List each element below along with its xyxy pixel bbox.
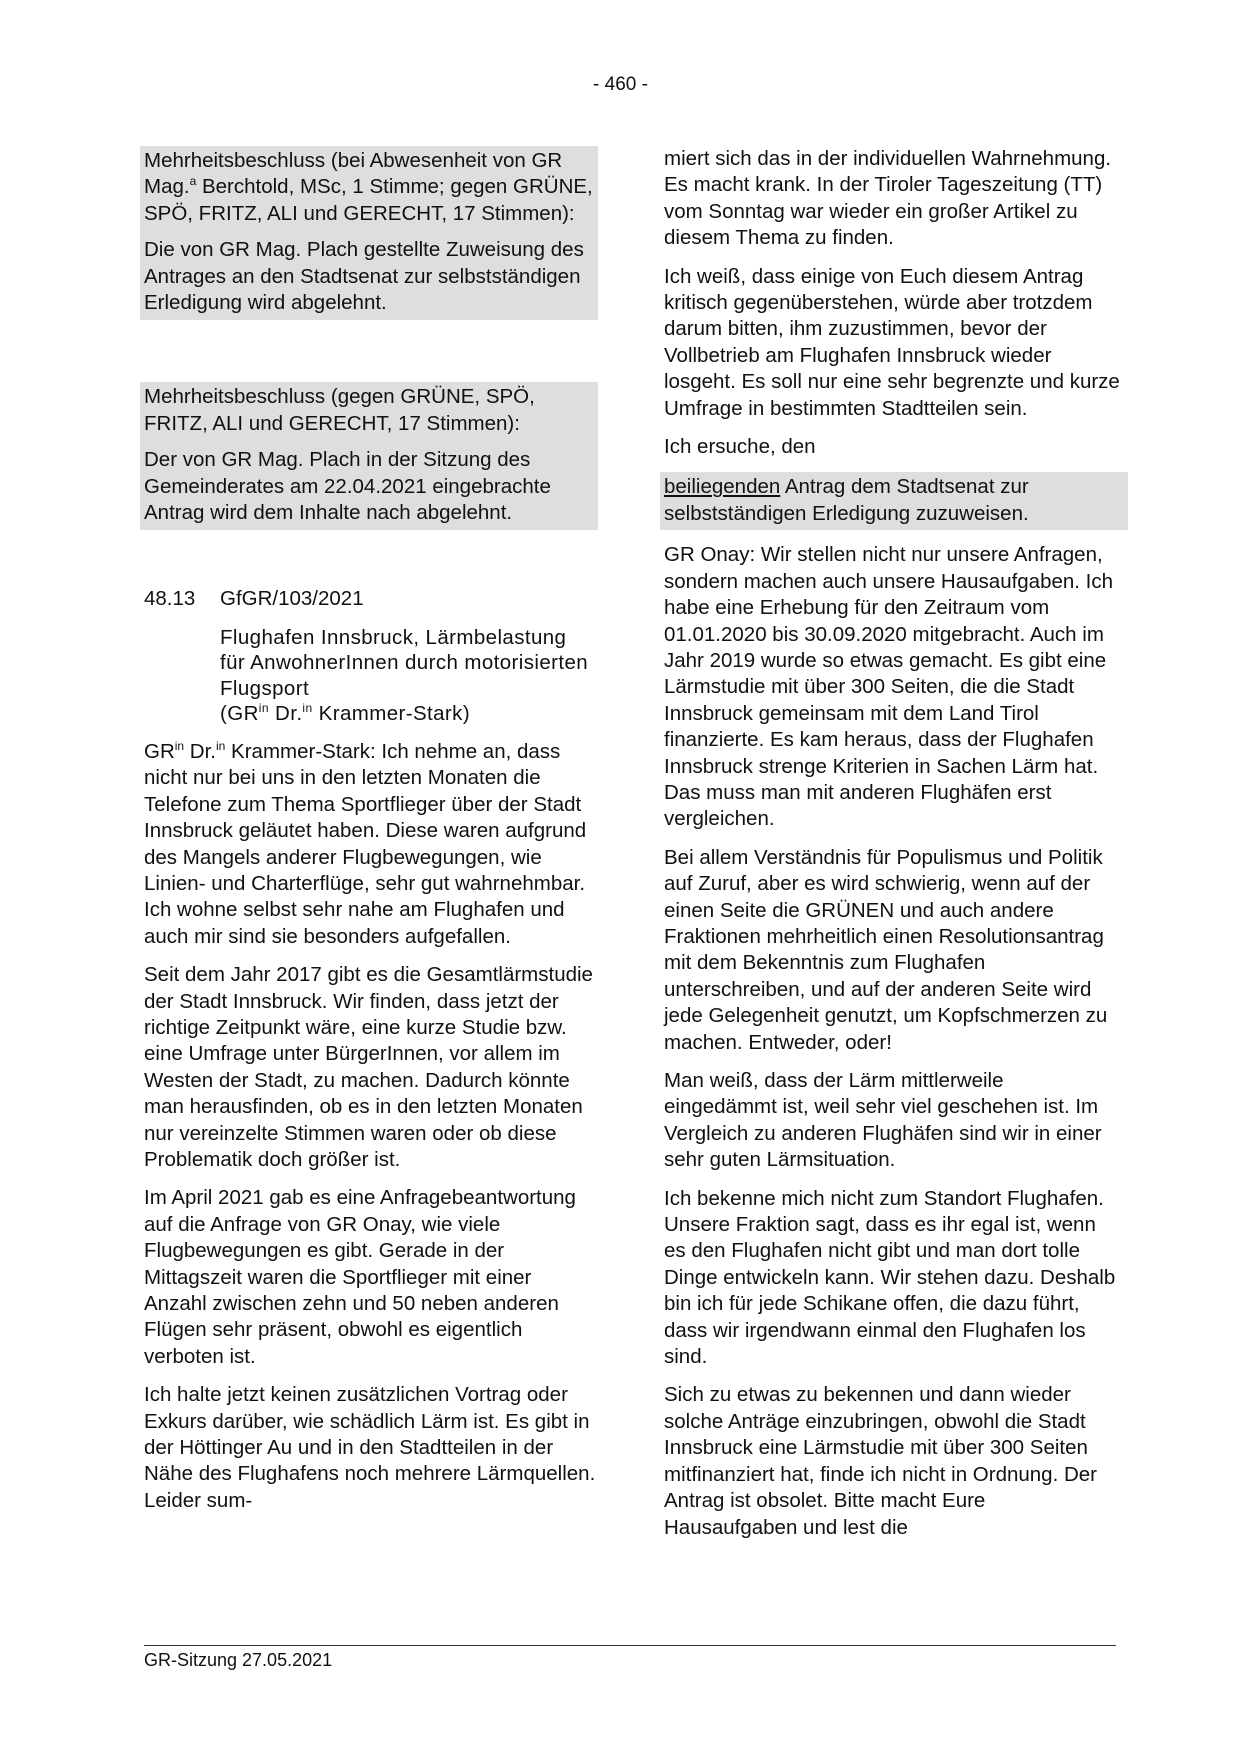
footer-divider [144, 1645, 1116, 1646]
paragraph: miert sich das in der individuellen Wahrnehmung. Es macht krank. In der Tiroler Tageszeitung (TT) vom Sonntag war wieder ein großer Artikel zu diesem Thema zu finden. [664, 147, 1112, 250]
paragraph: Man weiß, dass der Lärm mittlerweile eingedämmt ist, weil sehr viel geschehen ist. Im Vergleich zu anderen Flughäfen sind wir in einer sehr guten Lärmsituation. [664, 1069, 1102, 1172]
motion-request-box: beiliegenden Antrag dem Stadtsenat zur selbstständigen Erledigung zuzuweisen. [660, 472, 1128, 530]
paragraph: Bei allem Verständnis für Populismus und Politik auf Zuruf, aber es wird schwierig, wenn auf der einen Seite die GRÜNEN und auch andere Fraktionen mehrheitlich einen Resolutionsantrag mit dem Bekenntnis zum Flughafen unterschreiben, und auf der anderen Seite wird jede Gelegenheit genutzt, um Kopfschmerzen zu machen. Entweder, oder! [664, 845, 1108, 1054]
page-number: - 460 - [593, 74, 648, 95]
left-column [144, 146, 596, 1526]
decision-2-text: Der von GR Mag. Plach in der Sitzung des Gemeinderates am 22.04.2021 eingebrachte Antrag wird dem Inhalte nach abgelehnt. [144, 448, 551, 525]
agenda-item-title: Flughafen Innsbruck, Lärmbelastung für AnwohnerInnen durch motorisierten Flugsport ($GR^{in}$ Dr.$^{in}$ Krammer-Stark) [220, 625, 589, 726]
agenda-item-number: 48.13 [144, 587, 196, 611]
decision-1-text: Die von GR Mag. Plach gestellte Zuweisung des Antrages an den Stadtsenat zur selbstständigen Erledigung wird abgelehnt. [144, 238, 584, 315]
attachment-link[interactable]: beiliegenden [664, 475, 781, 499]
paragraph: Ich ersuche, den [664, 435, 816, 459]
footer-session-date: GR-Sitzung 27.05.2021 [144, 1650, 333, 1670]
decision-box-2 [140, 382, 598, 530]
agenda-item-heading [144, 586, 596, 612]
right-column [664, 146, 1120, 1553]
decision-2-title: Mehrheitsbeschluss (gegen GRÜNE, SPÖ, FRITZ, ALI und GERECHT, 17 Stimmen): [144, 385, 535, 435]
decision-1-title: Mehrheitsbeschluss (bei Abwesenheit von GR Mag.$^a$ Berchtold, MSc, 1 Stimme; gegen GRÜNE, SPÖ, FRITZ, ALI und GERECHT, 17 Stimmen): [144, 149, 593, 225]
decision-box-1 [140, 146, 598, 320]
paragraph: Seit dem Jahr 2017 gibt es die Gesamtlärmstudie der Stadt Innsbruck. Wir finden, dass jetzt der richtige Zeitpunkt wäre, eine kurze Studie bzw. eine Umfrage unter BürgerInnen, vor allem im Westen der Stadt, zu machen. Dadurch könnte man herausfinden, ob es in den letzten Monaten nur vereinzelte Stimmen waren oder ob diese Problematik doch größer ist. [144, 963, 593, 1171]
paragraph: Im April 2021 gab es eine Anfragebeantwortung auf die Anfrage von GR Onay, wie viele Flugbewegungen es gibt. Gerade in der Mittagszeit waren die Sportflieger mit einer Anzahl zwischen zehn und 50 neben anderen Flügen sehr präsent, obwohl es eigentlich verboten ist. [144, 1186, 576, 1368]
paragraph: GR Onay: Wir stellen nicht nur unsere Anfragen, sondern machen auch unsere Hausaufgaben. Ich habe eine Erhebung für den Zeitraum vom 01.01.2020 bis 30.09.2020 mitgebracht. Auch im Jahr 2019 wurde so etwas gemacht. Es gibt eine Lärmstudie mit über 300 Seiten, die die Stadt Innsbruck gemeinsam mit dem Land Tirol finanzierte. Es kam heraus, dass der Flughafen Innsbruck strenge Kriterien in Sachen Lärm hat. Das muss man mit anderen Flughäfen erst vergleichen. [664, 543, 1114, 831]
paragraph: Ich bekenne mich nicht zum Standort Flughafen. Unsere Fraktion sagt, dass es ihr egal ist, wenn es den Flughafen nicht gibt und man dort tolle Dinge entwickeln kann. Wir stehen dazu. Deshalb bin ich für jede Schikane offen, die dazu führt, dass wir irgendwann einmal den Flughafen los sind. [664, 1186, 1116, 1369]
agenda-item-ref: GfGR/103/2021 [220, 587, 364, 611]
paragraph: $GR^{in}$ Dr.$^{in}$ Krammer-Stark: Ich nehme an, dass nicht nur bei uns in den letzten Monaten die Telefone zum Thema Sportflieger über der Stadt Innsbruck geläutet haben. Diese waren aufgrund des Mangels anderer Flugbewegungen, wie Linien- und Charterflüge, sehr gut wahrnehmbar. Ich wohne selbst sehr nahe am Flughafen und auch mir sind sie besonders aufgefallen. [144, 739, 587, 948]
paragraph: Sich zu etwas zu bekennen und dann wieder solche Anträge einzubringen, obwohl die Stadt Innsbruck eine Lärmstudie mit über 300 Seiten mitfinanziert hat, finde ich nicht in Ordnung. Der Antrag ist obsolet. Bitte macht Eure Hausaufgaben und lest die [664, 1383, 1097, 1539]
paragraph: Ich weiß, dass einige von Euch diesem Antrag kritisch gegenüberstehen, würde aber trotzdem darum bitten, ihm zuzustimmen, bevor der Vollbetrieb am Flughafen Innsbruck wieder losgeht. Es soll nur eine sehr begrenzte und kurze Umfrage in bestimmten Stadtteilen sein. [664, 264, 1120, 420]
paragraph: Ich halte jetzt keinen zusätzlichen Vortrag oder Exkurs darüber, wie schädlich Lärm ist. Es gibt in der Höttinger Au und in den Stadtteilen in der Nähe des Flughafens noch mehrere Lärmquellen. Leider sum- [144, 1383, 596, 1512]
